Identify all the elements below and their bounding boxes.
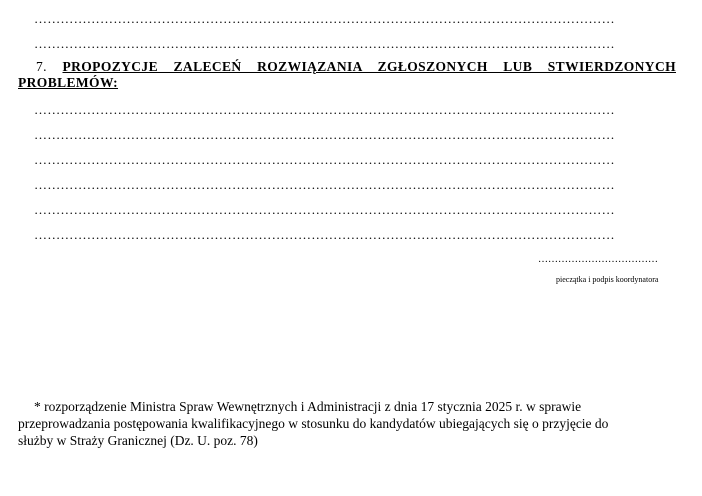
dotted-fill-line: …………………………………………………………………………………………………………………… — [34, 153, 615, 167]
dotted-fill-line: …………………………………………………………………………………………………………………… — [34, 12, 615, 26]
footnote-line: * rozporządzenie Ministra Spraw Wewnętrznych i Administracji z dnia 17 stycznia 2025 r. w sprawie — [34, 399, 582, 414]
dotted-fill-line: …………………………………………………………………………………………………………………… — [34, 203, 615, 217]
section-number: 7. — [36, 59, 47, 74]
dotted-fill-line: …………………………………………………………………………………………………………………… — [34, 228, 615, 242]
section-title: PROPOZYCJE ZALECEŃ ROZWIĄZANIA ZGŁOSZONYCH LUB STWIERDZONYCH PROBLEMÓW: — [18, 59, 676, 90]
section-7-heading — [18, 59, 676, 91]
signature-line: ……………………………… — [538, 254, 658, 265]
footnote-line: przeprowadzania postępowania kwalifikacyjnego w stosunku do kandydatów ubiegających się o przyjęcie do — [18, 416, 609, 431]
footnote-line: służby w Straży Granicznej (Dz. U. poz. 78) — [18, 433, 258, 448]
dotted-fill-line: …………………………………………………………………………………………………………………… — [34, 37, 615, 51]
dotted-fill-line: …………………………………………………………………………………………………………………… — [34, 178, 615, 192]
dotted-fill-line: …………………………………………………………………………………………………………………… — [34, 103, 615, 117]
signature-caption: pieczątka i podpis koordynatora — [556, 275, 659, 284]
footnote — [18, 398, 678, 449]
dotted-fill-line: …………………………………………………………………………………………………………………… — [34, 128, 615, 142]
